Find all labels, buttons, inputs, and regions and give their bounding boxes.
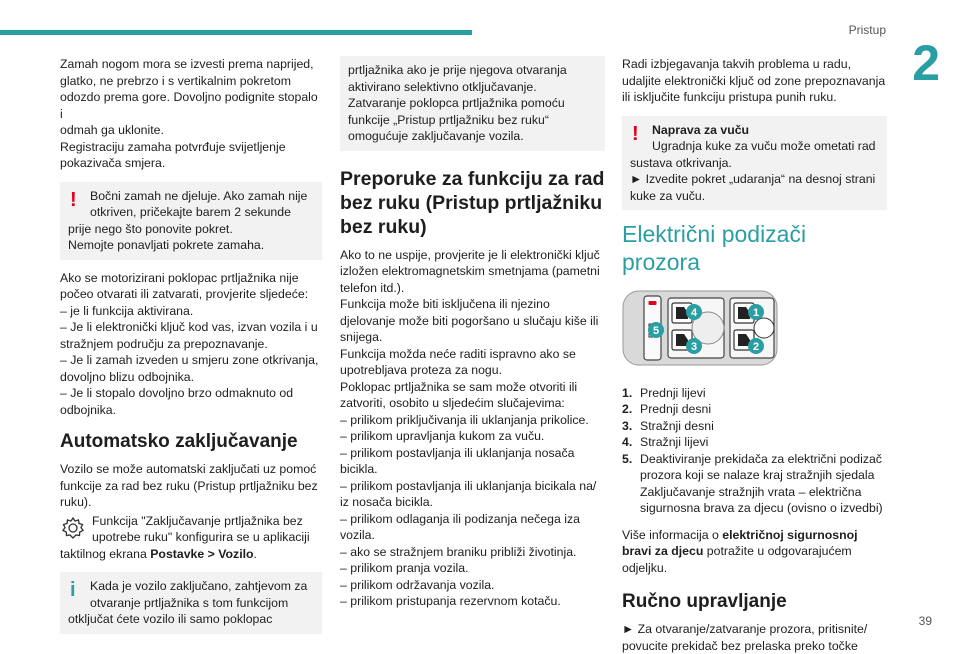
text-line: – Je li elektronički ključ kod vas, izvan vozila i u — [60, 319, 322, 336]
text-line — [60, 546, 322, 563]
text-line: dovoljno blizu odbojnika. — [60, 369, 322, 386]
text-line: ruku). — [60, 494, 322, 511]
list-number: 3. — [622, 418, 632, 435]
text-line: Vozilo se može automatski zaključati uz pomoć — [60, 461, 322, 478]
text-line: bicikla. — [340, 461, 605, 478]
panel-label-2: 2 — [753, 341, 759, 353]
list-item — [622, 434, 887, 451]
text-line: – prilikom odlaganja ili podizanja nečega iza — [340, 511, 605, 528]
text-line: ili isključite funkciju pristupa punih ruku. — [622, 89, 887, 106]
text-line: – ako se stražnjem braniku približi životinja. — [340, 544, 605, 561]
text-line: sustava otkrivanja. — [630, 155, 879, 172]
notice-title: Naprava za vuču — [630, 122, 879, 139]
text-line: Zamah nogom mora se izvesti prema naprijed, — [60, 56, 322, 73]
text-line: – prilikom pristupanja rezervnom kotaču. — [340, 593, 605, 610]
page-number: 39 — [919, 614, 932, 628]
text-line: – je li funkcija aktivirana. — [60, 303, 322, 320]
auto-paragraph — [60, 461, 322, 511]
text-line: kuke za vuču. — [630, 188, 879, 205]
text-line: Registraciju zamaha potvrđuje svijetljenje — [60, 139, 322, 156]
text-line: – prilikom postavljanja ili uklanjanja nosača — [340, 445, 605, 462]
text-line: Radi izbjegavanja takvih problema u radu, — [622, 56, 887, 73]
text-line: funkcije za rad bez ruku (Pristup prtljažniku bez — [60, 478, 322, 495]
text-line: snijega. — [340, 329, 605, 346]
list-text: Stražnji lijevi — [640, 435, 708, 449]
info-notice-continued — [340, 56, 605, 151]
list-item — [622, 418, 887, 435]
text-line: – prilikom pranja vozila. — [340, 560, 605, 577]
text-line: funkcije „Pristup prtljažniku bez ruku“ — [348, 112, 597, 129]
text-line: počeo otvarati ili zatvarati, provjerite sljedeće: — [60, 286, 322, 303]
text-line: telefon itd.). — [340, 280, 605, 297]
column-2 — [340, 56, 605, 610]
text-line: stražnjem području za prepoznavanje. — [60, 336, 322, 353]
text-line: vozila. — [340, 527, 605, 544]
text-line: ► Izvedite pokret „udaranja“ na desnoj strani — [630, 171, 879, 188]
settings-note — [60, 513, 322, 563]
list-number: 2. — [622, 401, 632, 418]
text-line: – prilikom postavljanja ili uklanjanja bicikala na/ — [340, 478, 605, 495]
menu-path: Postavke > Vozilo — [150, 547, 253, 561]
heading-manual-operation: Ručno upravljanje — [622, 590, 887, 613]
text-span: Više informacija o — [622, 528, 722, 542]
text-line: – Je li zamah izveden u smjeru zone otkrivanja, — [60, 352, 322, 369]
section-name: Pristup — [849, 23, 886, 37]
text-line: Funkcija "Zaključavanje prtljažnika bez — [92, 513, 322, 530]
list-text: Prednji lijevi — [640, 386, 706, 400]
text-line: Ako to ne uspije, provjerite je li elektronički ključ — [340, 247, 605, 264]
text-line: Funkcija možda neće raditi ispravno ako se — [340, 346, 605, 363]
gear-icon — [60, 515, 86, 541]
mirror-control-icon — [754, 318, 774, 338]
text-line: otključat ćete vozilo ili samo poklopac — [68, 611, 314, 628]
list-number: 1. — [622, 385, 632, 402]
text-line: upotrebljava proteza za nogu. — [340, 362, 605, 379]
text-line: ► Za otvaranje/zatvaranje prozora, pritisnite/ — [622, 621, 887, 638]
exclamation-mark-icon: ! — [632, 124, 639, 144]
text-line: aktivirano selektivno otključavanje. — [348, 79, 597, 96]
text-line: Nemojte ponavljati pokrete zamaha. — [68, 237, 314, 254]
text-line: Ako se motorizirani poklopac prtljažnika nije — [60, 270, 322, 287]
text-line: djelovanje može biti pogoršano u slučaju kiše ili — [340, 313, 605, 330]
exclamation-mark-icon: ! — [70, 190, 77, 210]
text-line: omogućuje zaključavanje vozila. — [348, 128, 597, 145]
text-line: izložen elektromagnetskim smetnjama (pametni — [340, 263, 605, 280]
panel-label-1: 1 — [753, 307, 759, 319]
text-line: udaljite elektronički ključ od zone prepoznavanja — [622, 73, 887, 90]
text-span: taktilnog ekrana — [60, 547, 150, 561]
more-info-paragraph — [622, 527, 887, 577]
text-line: pokazivača smjera. — [60, 155, 322, 172]
list-item — [622, 385, 887, 402]
text-line: Bočni zamah ne djeluje. Ako zamah nije — [68, 188, 314, 205]
list-text: Stražnji desni — [640, 419, 714, 433]
checks-paragraph — [60, 270, 322, 419]
header-accent-bar — [0, 30, 472, 35]
text-line: povucite prekidač bez prelaska preko točke — [622, 638, 887, 654]
text-line: prtljažnika ako je prije njegova otvaranja — [348, 62, 597, 79]
panel-label-3: 3 — [691, 341, 697, 353]
warning-notice — [60, 182, 322, 260]
text-line: Ugradnja kuke za vuču može ometati rad — [630, 138, 879, 155]
text-line: Funkcija može biti isključena ili njezino — [340, 296, 605, 313]
panel-label-5: 5 — [653, 325, 659, 337]
text-line: – Je li stopalo dovoljno brzo odmaknuto od — [60, 385, 322, 402]
text-line: odozdo prema gore. Dovoljno podignite stopalo i — [60, 89, 322, 122]
text-span: potražite u odgovarajućem odjeljku. — [622, 544, 852, 575]
list-number: 5. — [622, 451, 632, 468]
panel-label-4: 4 — [691, 307, 698, 319]
list-item — [622, 401, 887, 418]
text-line: Zatvaranje poklopca prtljažnika pomoću — [348, 95, 597, 112]
column-1 — [60, 56, 322, 644]
text-bold: električnoj sigurnosnoj bravi za djecu — [622, 528, 858, 559]
column-3 — [622, 56, 887, 654]
text-line: otvaranje prtljažnika s tom funkcijom — [68, 595, 314, 612]
top-paragraph — [622, 56, 887, 106]
text-line: otkriven, pričekajte barem 2 sekunde — [68, 204, 314, 221]
text-line: Poklopac prtljažnika se sam može otvoriti ili — [340, 379, 605, 396]
list-number: 4. — [622, 434, 632, 451]
text-span: . — [254, 547, 257, 561]
text-line: upotrebe ruku" konfigurira se u aplikaciji — [92, 529, 322, 546]
heading-power-windows: Električni podizači prozora — [622, 220, 887, 276]
indicator-led-icon — [649, 301, 657, 305]
text-line: glatko, ne prebrzo i s vertikalnim pokretom — [60, 73, 322, 90]
text-line: odbojnika. — [60, 402, 322, 419]
info-notice — [60, 572, 322, 634]
window-switch-panel-illustration — [622, 290, 778, 366]
list-item — [622, 451, 887, 517]
heading-auto-locking: Automatsko zaključavanje — [60, 430, 322, 453]
text-line: iz nosača bicikla. — [340, 494, 605, 511]
text-line: zatvoriti, osobito u sljedećim slučajevima: — [340, 395, 605, 412]
text-line: odmah ga uklonite. — [60, 122, 322, 139]
switch-legend-list — [622, 385, 887, 517]
chapter-number: 2 — [912, 38, 940, 88]
info-i-icon: i — [70, 580, 76, 600]
text-line: Kada je vozilo zaključano, zahtjevom za — [68, 578, 314, 595]
heading-recommendations: Preporuke za funkciju za rad bez ruku (Pristup prtljažniku bez ruku) — [340, 167, 605, 239]
text-line: – prilikom održavanja vozila. — [340, 577, 605, 594]
text-line: – prilikom priključivanja ili uklanjanja prikolice. — [340, 412, 605, 429]
text-line: prije nego što ponovite pokret. — [68, 221, 314, 238]
caution-notice — [622, 116, 887, 211]
recommendations-paragraph — [340, 247, 605, 610]
manual-paragraph — [622, 621, 887, 654]
text-line: – prilikom upravljanja kukom za vuču. — [340, 428, 605, 445]
list-text: Prednji desni — [640, 402, 711, 416]
intro-paragraph — [60, 56, 322, 172]
list-text: Deaktiviranje prekidača za električni podizač prozora koji se nalaze kraj stražnjih sjedala Zaključavanje stražnjih vrata – električna sigurnosna brava za djecu (ovisno o izvedbi) — [640, 452, 883, 516]
